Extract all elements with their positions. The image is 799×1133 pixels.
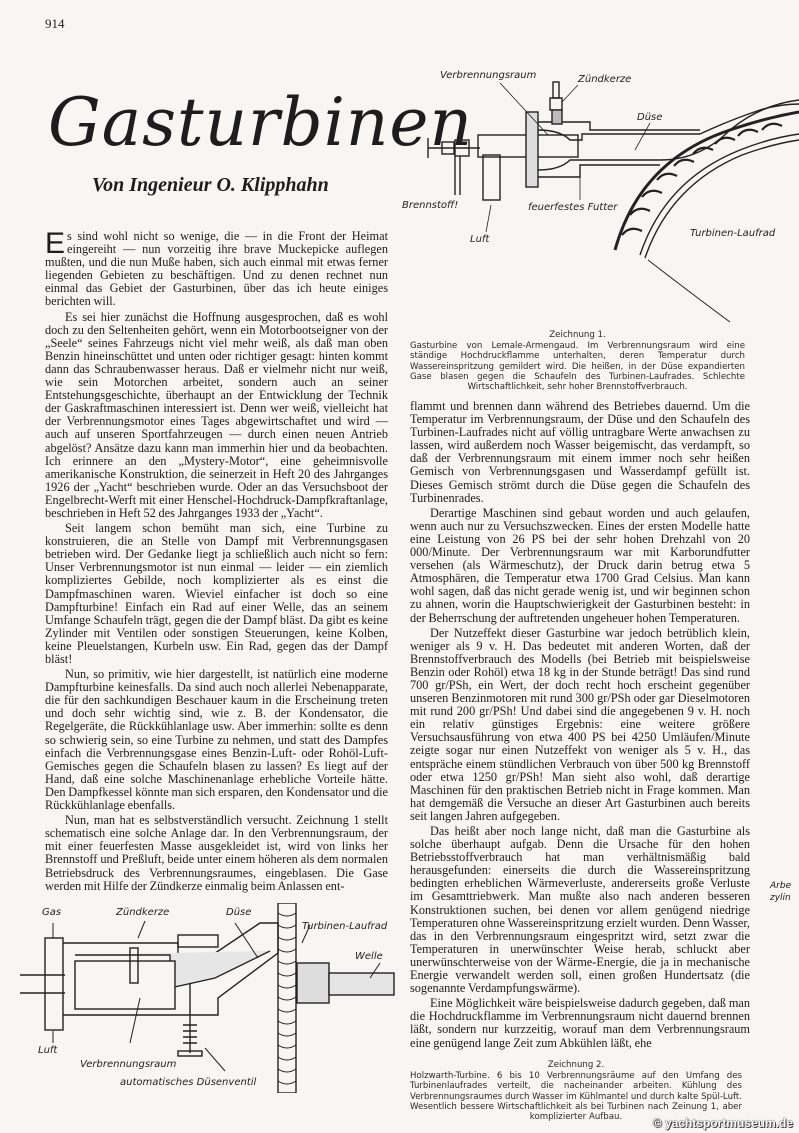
label-shaft: Welle <box>355 951 383 962</box>
paragraph: Nun, man hat es selbstverständlich versucht. Zeichnung 1 stellt schematisch eine solche Anlage dar. In den Verbrennungsraum, der mit einer feuerfesten Masse ausgekleidet ist, wird von links her Brennstoff und Preßluft, beide unter einem höheren als dem normalen Betriebsdruck des Verbrennungsraumes, eingeblasen. Die Gase werden mit Hilfe der Zündkerze einmalig beim Anlassen ent- <box>45 813 388 893</box>
figure-2-caption <box>410 1060 742 1122</box>
paragraph: Es sei hier zunächst die Hoffnung ausgesprochen, daß es wohl doch zu den Seltenheiten gehört, wenn ein Motorbootseigner von der „Seele“ seines Fahrzeugs nicht viel mehr weiß, als daß man oben Benzin hineinschüttet und unten oder richtiger gesagt: hinten kommt dann das Schraubenwasser heraus. Daß er vielmehr nicht nur weiß, wie sein Motorchen arbeitet, sondern auch an seiner Entstehungsgeschichte, überhaupt an der Entwicklung der Technik der Gaskraftmaschinen interessiert ist. Denn wer weiß, vielleicht hat der Verbrennungsmotor eines Tages abgewirtschaftet und wird — auch auf unseren Sportfahrzeugen — durch einen neuen Antrieb abgelöst? Ansätze dazu kann man immerhin hier und da beobachten. Ich erinnere an den „Mystery-Motor“, eine geheimnisvolle amerikanische Konstruktion, die seinerzeit in Heft 20 des Jahrganges 1926 der „Yacht“ beschrieben wurde. Oder an das Versuchsboot der Engelbrecht-Werft mit einer Henschel-Hochdruck-Dampfkraftanlage, beschrieben in Heft 52 des Jahrganges 1933 der „Yacht“. <box>45 309 388 520</box>
paragraph: Seit langem schon bemüht man sich, eine Turbine zu konstruieren, die an Stelle von Dampf mit Verbrennungsgasen betrieben wird. Der Gedanke liegt ja schließlich auch nicht so fern: Unser Verbrennungsmotor ist nun einmal — leider — ein ziemlich kompliziertes Gebilde, noch komplizierter als es einst die Dampfmaschinen waren. Wieviel einfacher ist doch so eine Dampfturbine! Einfach ein Rad auf einer Welle, das an seinem Umfange Schaufeln trägt, gegen die der Dampf bläst. Da gibt es keine Zylinder mit Ventilen oder sonstigen Steuerungen, keine Kolben, keine Pleuelstangen, Kurbeln usw. Ein Rad, gegen das der Dampf bläst! <box>45 521 388 666</box>
label-nozzle: Düse <box>226 907 252 918</box>
label-turbine-wheel: Turbinen-Laufrad <box>690 228 776 239</box>
paragraph: Der Nutzeffekt dieser Gasturbine war jedoch betrüblich klein, weniger als 9 v. H. Das bedeutet mit anderen Worten, daß der Brennstoffverbrauch des Modells (bei Betrieb mit beispielsweise Benzin oder Rohöl) etwa 18 kg in der Stunde beträgt! Das sind rund 700 gr/PSh, ein Wert, der doch recht hoch erscheint gegenüber unseren Benzinmotoren mit rund 300 gr/PSh oder gar Dieselmotoren mit rund 200 gr/PSh! Und dabei sind die angegebenen 9 v. H. noch ein relativ günstiges Ergebnis: eine weitere größere Versuchsausführung von etwa 400 PS bei 4250 Umläufen/Minute zeigte sogar nur einen Nutzeffekt von weniger als 5 v. H., das entspräche einem stündlichen Verbrauch von über 500 kg Brennstoff oder etwa 1250 gr/PSh! Man sieht also wohl, daß derartige Maschinen für den praktischen Betrieb nicht in Frage kommen. Man hat demgemäß die Versuche an dieser Art Gasturbinen auch bereits seit langen Jahren aufgegeben. <box>410 625 750 823</box>
article-title: Gasturbinen <box>48 84 473 161</box>
article-byline: Von Ingenieur O. Klipphahn <box>92 174 329 196</box>
label-nozzle-valve: automatisches Düsenventil <box>120 1077 257 1088</box>
margin-note <box>770 880 791 904</box>
paragraph: Es sind wohl nicht so wenige, die — in die Front der Heimat eingereiht — nun vorzeitig ihre brave Muckepicke auflegen mußten, und die nun Muße haben, sich auch einmal mit etwas ferner liegenden Gebieten zu beschäftigen. Und zu denen rechnet nun einmal das Gebiet der Gasturbinen, über das ich heute einiges berichten will. <box>45 227 388 309</box>
gas-turbine-schematic-1 <box>400 60 799 330</box>
label-combustion-chamber: Verbrennungsraum <box>80 1059 177 1070</box>
paragraph: Das heißt aber noch lange nicht, daß man die Gasturbine als solche überhaupt aufgab. Denn die Ursache für den hohen Betriebsstoffverbrauch hat man verhältnismäßig bald herausgefunden: einerseits die durch die Wassereinspritzung bedingten erheblichen Wärmeverluste, andererseits große Verluste im Gesamttriebwerk. Man mußte also nach anderen besseren Konstruktionen suchen, bei denen vor allem genügend niedrige Temperaturen ohne Wassereinspritzung erzielt wurden. Denn Wasser, das in den Verbrennungsraum eingespritzt wird, setzt zwar die Temperaturen in unerwünschter Weise herab, schluckt aber unerwünschterweise von der Wärme-Energie, die ja in mechanische Energie verwandelt werden soll, einen großen Hundertsatz (die sogenannte Verdampfungswärme). <box>410 824 750 996</box>
label-air: Luft <box>38 1045 58 1056</box>
figure-1-caption-title: Zeichnung 1. <box>549 330 606 340</box>
label-lining: feuerfestes Futter <box>528 202 618 213</box>
label-spark-plug: Zündkerze <box>116 907 170 918</box>
label-nozzle: Düse <box>637 112 663 123</box>
right-text-column <box>410 400 750 1052</box>
label-fuel: Brennstoff! <box>402 200 459 211</box>
margin-note-line: zylin <box>770 893 791 903</box>
label-turbine-wheel: Turbinen-Laufrad <box>302 921 388 932</box>
figure-2-drawing <box>20 903 400 1093</box>
page-number: 914 <box>45 16 65 31</box>
label-spark-plug: Zündkerze <box>578 74 632 85</box>
paragraph: Derartige Maschinen sind gebaut worden und auch gelaufen, wenn auch nur zu Versuchszwecken. Eines der ersten Modelle hatte eine Leistung von 26 PS bei der sehr hohen Drehzahl von 20 000/Minute. Der Verbrennungsraum war mit Karborundfutter versehen (als Wärmeschutz), der Druck darin betrug etwa 5 Atmosphären, die Temperatur etwa 1700 Grad Celsius. Man kann wohl sagen, daß das nicht gerade wenig ist, und wir beginnen schon zu ahnen, worin die Hauptschwierigkeit der Gasturbinen besteht: in der Beherrschung der auftretenden ungeheuer hohen Temperaturen. <box>410 505 750 625</box>
paragraph: Nun, so primitiv, wie hier dargestellt, ist natürlich eine moderne Dampfturbine keinesfalls. Da sind auch noch allerlei Nebenapparate, die für den sachkundigen Beschauer kaum in die Erscheinung treten und doch sehr wichtig sind, wie z. B. der Kondensator, die Regelgeräte, die Rückkühlanlage usw. Aber immerhin: sollte es denn so schwierig sein, so eine Turbine zu nehmen, und statt des Dampfes einfach die Verbrennungsgase eines Benzin-Luft- oder Rohöl-Luft-Gemisches gegen die Schaufeln blasen zu lassen? Es liegt auf der Hand, daß eine solche Maschinenanlage erhebliche Vorteile hätte. Den Dampfkessel könnte man sich ersparen, den Kondensator und die Rückkühlanlage ebenfalls. <box>45 667 388 813</box>
label-air: Luft <box>470 234 490 245</box>
figure-1-caption-text: Gasturbine von Lemale-Armengaud. Im Verbrennungsraum wird eine ständige Hochdruckflamme unterhalten, deren Temperatur durch Wassereinspritzung gemildert wird. Die heißen, in der Düse expandierten Gase blasen gegen die Schaufeln des Turbinen-Laufrades. Schlechte Wirtschaftlichkeit, sehr hoher Brennstoffverbrauch. <box>410 341 745 393</box>
figure-2-caption-text: Holzwarth-Turbine. 6 bis 10 Verbrennungsräume auf den Umfang des Turbinenlaufrades verteilt, die nacheinander arbeiten. Kühlung des Verbrennungsraumes durch Wasser im Kühlmantel und durch kalte Spül-Luft. Wesentlich bessere Wirtschaftlichkeit als bei Turbinen nach Zeinung 1, aber komplizierter Aufbau. <box>410 1071 742 1123</box>
label-combustion-chamber: Verbrennungsraum <box>440 70 537 81</box>
paragraph: Eine Möglichkeit wäre beispielsweise dadurch gegeben, daß man die Hochdruckflamme im Verbrennungsraum nicht dauernd brennen läßt, sondern nur kurzzeitig, worauf man dem Verbrennungsraum eine genügend lange Zeit zum Abkühlen läßt, ehe <box>410 996 750 1050</box>
figure-2-caption-title: Zeichnung 2. <box>547 1060 605 1070</box>
left-text-column <box>45 227 388 895</box>
figure-1-drawing <box>400 60 799 330</box>
watermark: © yachtsportmuseum.de <box>652 1116 793 1130</box>
label-gas: Gas <box>42 907 62 918</box>
figure-1-caption <box>410 330 745 392</box>
paragraph: flammt und brennen dann während des Betriebes dauernd. Um die Temperatur im Verbrennungsraum, der Düse und den Schaufeln des Turbinen-Laufrades nicht auf völlig untragbare Werte anwachsen zu lassen, wird außerdem noch Wasser beigemischt, das verdampft, so daß der Verbrennungsraum mit einem immer noch sehr heißen Gemisch von Verbrennungsgasen und Wasserdampf gefüllt ist. Dieses Gemisch strömt durch die Düse gegen die Schaufeln des Turbinenrades. <box>410 399 750 505</box>
margin-note-line: Arbe <box>770 881 792 891</box>
